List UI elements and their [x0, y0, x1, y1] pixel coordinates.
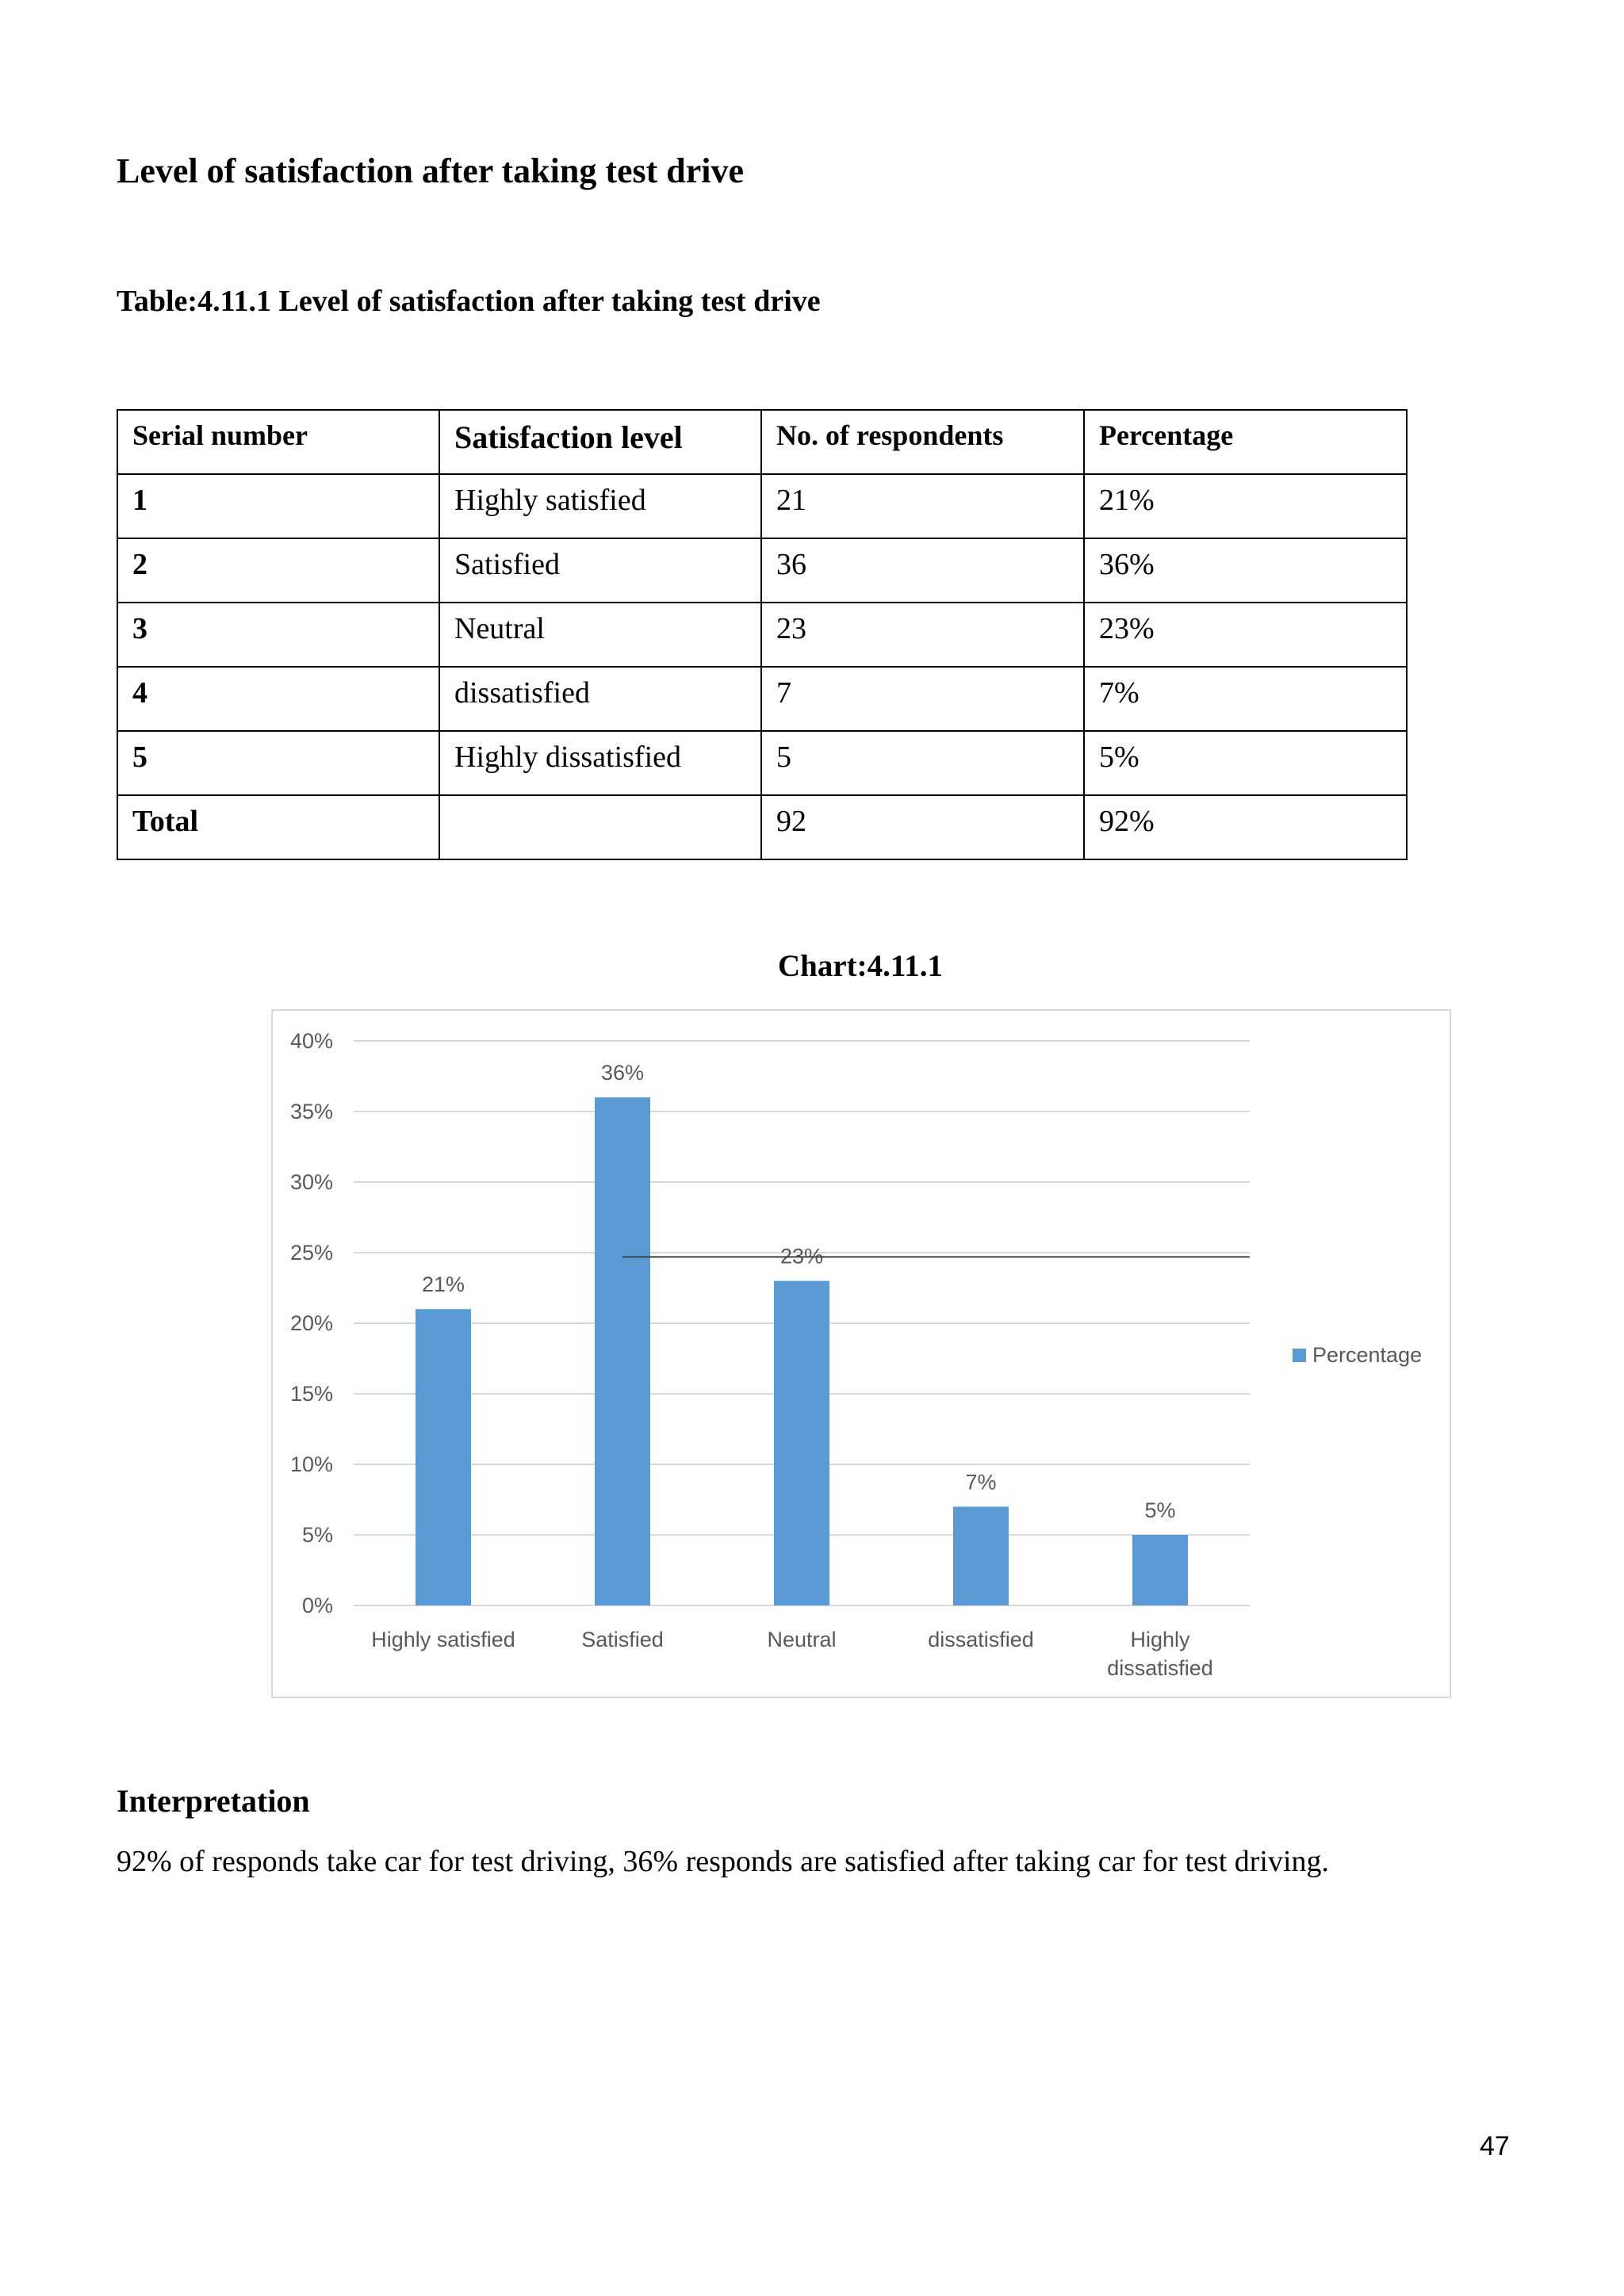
satisfaction-table: [117, 409, 1408, 860]
chart-caption: Chart:4.11.1: [778, 949, 943, 983]
table-caption: Table:4.11.1 Level of satisfaction after taking test drive: [117, 285, 821, 318]
cell-percentage: 21%: [1084, 474, 1407, 538]
y-tick-label: 10%: [289, 1452, 333, 1476]
data-label: 5%: [1144, 1498, 1176, 1522]
table-row: [117, 538, 1407, 603]
y-tick-label: 40%: [289, 1029, 333, 1053]
table-row: [117, 603, 1407, 667]
cell-respondents: 5: [761, 731, 1084, 795]
cell-percentage: 92%: [1084, 795, 1407, 859]
y-tick-label: 5%: [301, 1523, 333, 1547]
chart-canvas: [273, 1011, 1453, 1700]
bar: [953, 1506, 1009, 1605]
page-number: 47: [1480, 2131, 1510, 2161]
x-tick-label: Neutral: [767, 1628, 837, 1651]
cell-respondents: 21: [761, 474, 1084, 538]
bar: [595, 1097, 650, 1605]
cell-level: Satisfied: [439, 538, 761, 603]
cell-total-label: Total: [117, 795, 439, 859]
cell-level: Highly satisfied: [439, 474, 761, 538]
cell-respondents: 36: [761, 538, 1084, 603]
table-header-row: [117, 410, 1407, 474]
y-tick-label: 25%: [289, 1241, 333, 1265]
data-label: 23%: [779, 1244, 824, 1269]
data-label: 7%: [965, 1470, 997, 1494]
header-percentage: Percentage: [1084, 410, 1407, 474]
cell-percentage: 7%: [1084, 667, 1407, 731]
cell-serial: 3: [117, 603, 439, 667]
cell-level: Highly dissatisfied: [439, 731, 761, 795]
bar: [1132, 1535, 1188, 1605]
cell-serial: 4: [117, 667, 439, 731]
y-tick-label: 35%: [289, 1100, 333, 1123]
bar: [416, 1309, 471, 1605]
data-label: 36%: [600, 1061, 645, 1085]
table-row: [117, 667, 1407, 731]
cell-percentage: 36%: [1084, 538, 1407, 603]
interpretation-text: 92% of responds take car for test driving, 36% responds are satisfied after taking car for test driving.: [117, 1845, 1330, 1878]
x-tick-label: Satisfied: [581, 1628, 664, 1651]
cell-respondents: 7: [761, 667, 1084, 731]
y-tick-label: 20%: [289, 1311, 333, 1335]
y-tick-label: 0%: [301, 1594, 333, 1617]
header-satisfaction-level: Satisfaction level: [439, 410, 761, 474]
header-serial-number: Serial number: [117, 410, 439, 474]
header-no-of-respondents: No. of respondents: [761, 410, 1084, 474]
cell-serial: 1: [117, 474, 439, 538]
legend-swatch: [1293, 1349, 1306, 1362]
bar-chart: [271, 1009, 1451, 1698]
x-tick-label: Highly: [1130, 1628, 1190, 1651]
page-heading: Level of satisfaction after taking test drive: [117, 151, 745, 190]
bar: [774, 1281, 829, 1605]
cell-level: dissatisfied: [439, 667, 761, 731]
y-tick-label: 30%: [289, 1170, 333, 1194]
table-row: [117, 474, 1407, 538]
cell-serial: 2: [117, 538, 439, 603]
cell-level: Neutral: [439, 603, 761, 667]
x-tick-label: dissatisfied: [1107, 1656, 1213, 1680]
table-total-row: [117, 795, 1407, 859]
cell-level: [439, 795, 761, 859]
y-tick-label: 15%: [289, 1382, 333, 1406]
cell-respondents: 92: [761, 795, 1084, 859]
data-label: 21%: [421, 1272, 465, 1297]
table-row: [117, 731, 1407, 795]
cell-serial: 5: [117, 731, 439, 795]
legend-label: Percentage: [1312, 1343, 1423, 1367]
cell-percentage: 5%: [1084, 731, 1407, 795]
cell-percentage: 23%: [1084, 603, 1407, 667]
cell-respondents: 23: [761, 603, 1084, 667]
x-tick-label: Highly satisfied: [371, 1628, 515, 1651]
x-tick-label: dissatisfied: [928, 1628, 1034, 1651]
interpretation-title: Interpretation: [117, 1783, 310, 1819]
